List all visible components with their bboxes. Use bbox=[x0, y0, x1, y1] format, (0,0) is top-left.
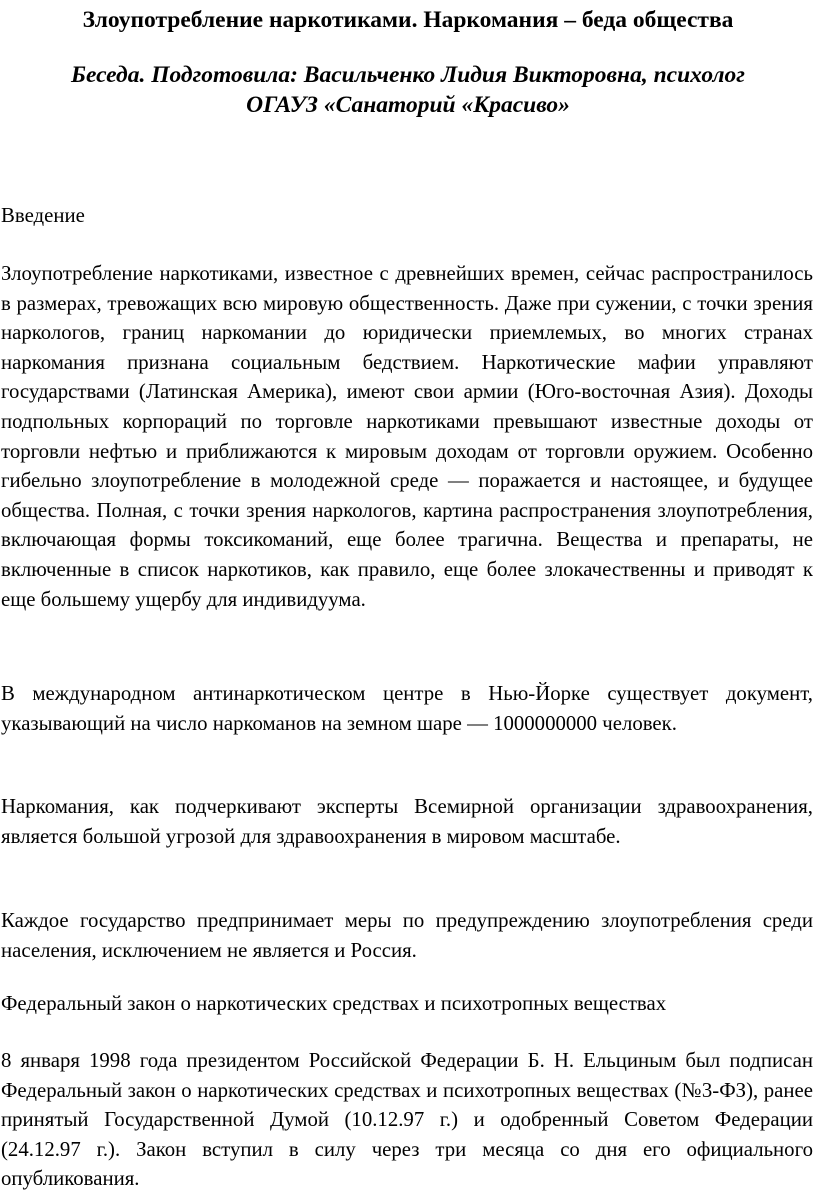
intro-heading: Введение bbox=[1, 204, 85, 227]
law-heading: Федеральный закон о наркотических средствах и психотропных веществах bbox=[1, 992, 667, 1015]
subtitle-organization-line: ОГАУЗ «Санаторий «Красиво» bbox=[246, 92, 570, 118]
paragraph-who-experts: Наркомания, как подчеркивают эксперты Всемирной организации здравоохранения, является большой угрозой для здравоохранения в мировом масштабе. bbox=[1, 795, 813, 848]
paragraph-federal-law: 8 января 1998 года президентом Российской Федерации Б. Н. Ельциным был подписан Федеральный закон о наркотических средствах и психотропных веществах (№3-ФЗ), ранее принятый Государственной Думой (10.12.97 г.) и одобренный Советом Федерации (24.12.97 г.). Закон вступил в силу через три месяца со дня его официального опубликования. bbox=[1, 1049, 813, 1191]
document-subtitle bbox=[0, 60, 816, 120]
subtitle-author-line: Беседа. Подготовила: Васильченко Лидия Викторовна, психолог bbox=[71, 62, 745, 88]
paragraph-intro: Злоупотребление наркотиками, известное с древнейших времен, сейчас распространилось в размерах, тревожащих всю мировую общественность. Даже при сужении, с точки зрения наркологов, границ наркомании до юридически приемлемых, во многих странах наркомания признана социальным бедствием. Наркотические мафии управляют государствами (Латинская Америка), имеют свои армии (Юго-восточная Азия). Доходы подпольных корпораций по торговле наркотиками превышают известные доходы от торговли нефтью и приближаются к мировым доходам от торговли оружием. Особенно гибельно злоупотребление в молодежной среде — поражается и настоящее, и будущее общества. Полная, с точки зрения наркологов, картина распространения злоупотребления, включающая формы токсикоманий, еще более трагична. Вещества и препараты, не включенные в список наркотиков, как правило, еще более злокачественны и приводят к еще большему ущербу для индивидуума. bbox=[1, 262, 813, 611]
document-title: Злоупотребление наркотиками. Наркомания – беда общества bbox=[82, 7, 734, 33]
paragraph-state-measures: Каждое государство предпринимает меры по предупреждению злоупотребления среди населения, исключением не является и Россия. bbox=[1, 909, 813, 962]
paragraph-new-york-center: В международном антинаркотическом центре в Нью-Йорке существует документ, указывающий на число наркоманов на земном шаре — 1000000000 человек. bbox=[1, 682, 813, 735]
